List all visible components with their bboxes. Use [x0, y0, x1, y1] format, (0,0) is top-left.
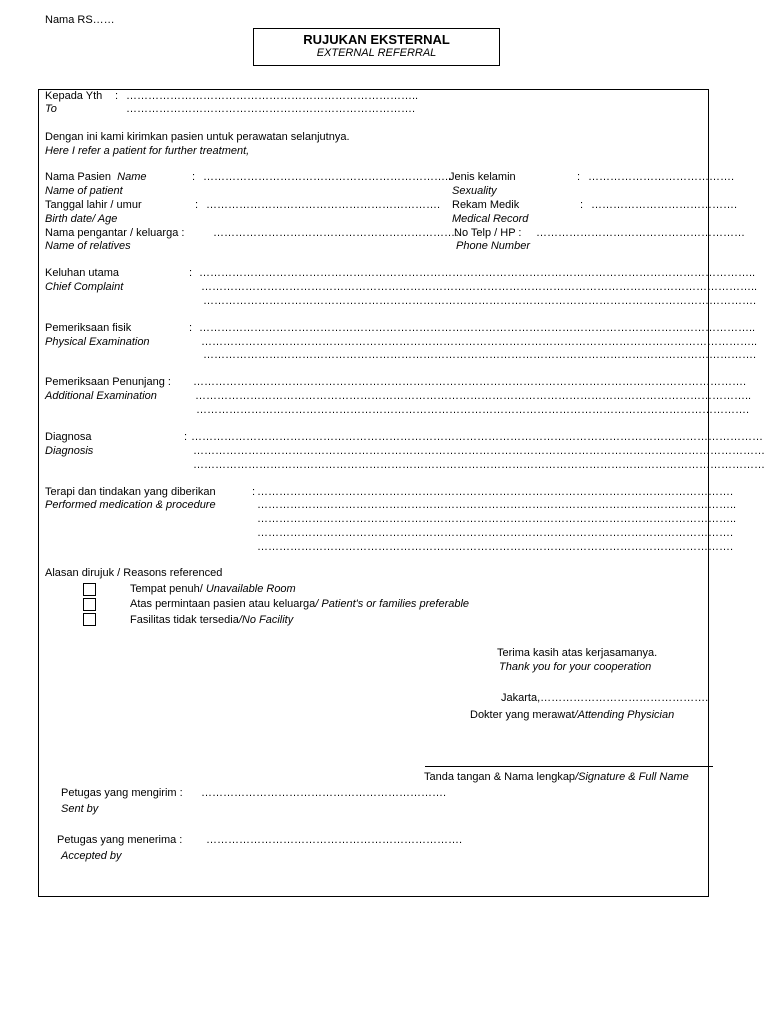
diagnosis-field-line3[interactable]: ………………………………………………………………………………………………………………………………………… — [193, 459, 765, 471]
receiver-field[interactable]: ……………………………………………………………. — [206, 834, 463, 846]
patient-name-label: Nama Pasien Name — [45, 171, 147, 183]
reason-label-no-facility: Fasilitas tidak tersedia/No Facility — [130, 614, 294, 626]
physical-exam-field-line2[interactable]: …………………………………………………………………………………………………………………………………….. — [201, 336, 758, 348]
medical-record-field[interactable]: …………………………………. — [591, 199, 738, 211]
sex-label: Jenis kelamin — [449, 171, 516, 183]
relative-field[interactable]: …………………………………………………………… — [213, 227, 466, 239]
therapy-field-line4[interactable]: …………………………………………………………………………………………………………………. — [257, 527, 734, 539]
reason-label-family-preference: Atas permintaan pasien atau keluarga/ Patient's or families preferable — [130, 598, 470, 610]
physical-exam-label: Pemeriksaan fisik — [45, 322, 132, 334]
diagnosis-label: Diagnosa — [45, 431, 92, 443]
signature-label: Tanda tangan & Nama lengkap/Signature & Full Name — [424, 771, 689, 783]
page-title: RUJUKAN EKSTERNAL — [303, 32, 450, 47]
receiver-label: Petugas yang menerima : — [57, 834, 183, 846]
to-colon: : — [115, 90, 119, 102]
complaint-field-line3[interactable]: ……………………………………………………………………………………………………………………………………. — [203, 295, 757, 307]
reason-checkbox-family-preference[interactable] — [83, 598, 96, 611]
thanks-text-en: Thank you for your cooperation — [499, 661, 652, 673]
physical-exam-field-line1[interactable]: …………………………………………………………………………………………………………………………………….. — [199, 322, 756, 334]
to-label: Kepada Yth — [45, 90, 103, 102]
phone-field[interactable]: ………………………………………………… — [536, 227, 745, 239]
additional-exam-label-en: Additional Examination — [45, 390, 157, 402]
intro-text-en: Here I refer a patient for further treatment, — [45, 145, 250, 157]
sex-label-en: Sexuality — [452, 185, 497, 197]
physical-exam-colon: : — [189, 322, 193, 334]
therapy-field-line1[interactable]: …………………………………………………………………………………………………………………. — [257, 486, 734, 498]
signature-line[interactable] — [425, 766, 713, 767]
medical-record-label: Rekam Medik — [452, 199, 520, 211]
sex-field[interactable]: …………………………………. — [588, 171, 735, 183]
to-label-en: To — [45, 103, 57, 115]
sex-colon: : — [577, 171, 581, 183]
receiver-label-en: Accepted by — [61, 850, 122, 862]
patient-name-label-en: Name of patient — [45, 185, 123, 197]
patient-name-colon: : — [192, 171, 196, 183]
therapy-field-line2[interactable]: ………………………………………………………………………………………………………………….. — [257, 499, 737, 511]
diagnosis-field-line2[interactable]: ………………………………………………………………………………………………………………………………………… — [193, 445, 765, 457]
complaint-label: Keluhan utama — [45, 267, 119, 279]
therapy-label: Terapi dan tindakan yang diberikan — [45, 486, 216, 498]
physical-exam-label-en: Physical Examination — [45, 336, 150, 348]
dob-label: Tanggal lahir / umur — [45, 199, 142, 211]
sender-label: Petugas yang mengirim : — [61, 787, 183, 799]
attending-physician-label: Dokter yang merawat/Attending Physician — [470, 709, 675, 721]
complaint-colon: : — [189, 267, 193, 279]
reason-checkbox-unavailable-room[interactable] — [83, 583, 96, 596]
complaint-field-line1[interactable]: …………………………………………………………………………………………………………………………………….. — [199, 267, 756, 279]
reason-checkbox-no-facility[interactable] — [83, 613, 96, 626]
therapy-field-line5[interactable]: …………………………………………………………………………………………………………………. — [257, 541, 734, 553]
medical-record-label-en: Medical Record — [452, 213, 529, 225]
to-field-line1[interactable]: …………………………………………………………………….. — [126, 90, 419, 102]
diagnosis-colon: : — [184, 431, 188, 443]
therapy-field-line3[interactable]: ………………………………………………………………………………………………………………….. — [257, 513, 737, 525]
phone-label: No Telp / HP : — [454, 227, 522, 239]
reason-label-unavailable-room: Tempat penuh/ Unavailable Room — [130, 583, 296, 595]
sender-field[interactable]: …………………………………………………………. — [201, 787, 447, 799]
reasons-label: Alasan dirujuk / Reasons referenced — [45, 567, 223, 579]
relative-label: Nama pengantar / keluarga : — [45, 227, 185, 239]
complaint-label-en: Chief Complaint — [45, 281, 124, 293]
diagnosis-label-en: Diagnosis — [45, 445, 94, 457]
page-subtitle: EXTERNAL REFERRAL — [316, 47, 437, 59]
relative-label-en: Name of relatives — [45, 240, 131, 252]
therapy-label-en: Performed medication & procedure — [45, 499, 216, 511]
additional-exam-label: Pemeriksaan Penunjang : — [45, 376, 171, 388]
additional-exam-field-line1[interactable]: ……………………………………………………………………………………………………………………………………. — [193, 376, 747, 388]
patient-name-field[interactable]: ………………………………………………………….. — [203, 171, 452, 183]
thanks-text: Terima kasih atas kerjasamanya. — [497, 647, 658, 659]
additional-exam-field-line2[interactable]: …………………………………………………………………………………………………………………………………….. — [195, 390, 752, 402]
additional-exam-field-line3[interactable]: ……………………………………………………………………………………………………………………………………. — [196, 404, 750, 416]
phone-label-en: Phone Number — [456, 240, 530, 252]
physical-exam-field-line3[interactable]: ……………………………………………………………………………………………………………………………………. — [203, 349, 757, 361]
to-field-line2[interactable]: ……………………………………………………………………. — [126, 103, 416, 115]
dob-field[interactable]: ………………………………………………………. — [206, 199, 441, 211]
medical-record-colon: : — [580, 199, 584, 211]
title-box — [253, 28, 500, 66]
city-date-field[interactable]: Jakarta,………………………………………. — [501, 692, 709, 704]
complaint-field-line2[interactable]: …………………………………………………………………………………………………………………………………….. — [201, 281, 758, 293]
hospital-name: Nama RS…… — [45, 14, 115, 26]
intro-text: Dengan ini kami kirimkan pasien untuk perawatan selanjutnya. — [45, 131, 350, 143]
therapy-colon: : — [252, 486, 256, 498]
dob-colon: : — [195, 199, 199, 211]
sender-label-en: Sent by — [61, 803, 99, 815]
diagnosis-field-line1[interactable]: ………………………………………………………………………………………………………………………………………… — [191, 431, 763, 443]
dob-label-en: Birth date/ Age — [45, 213, 118, 225]
